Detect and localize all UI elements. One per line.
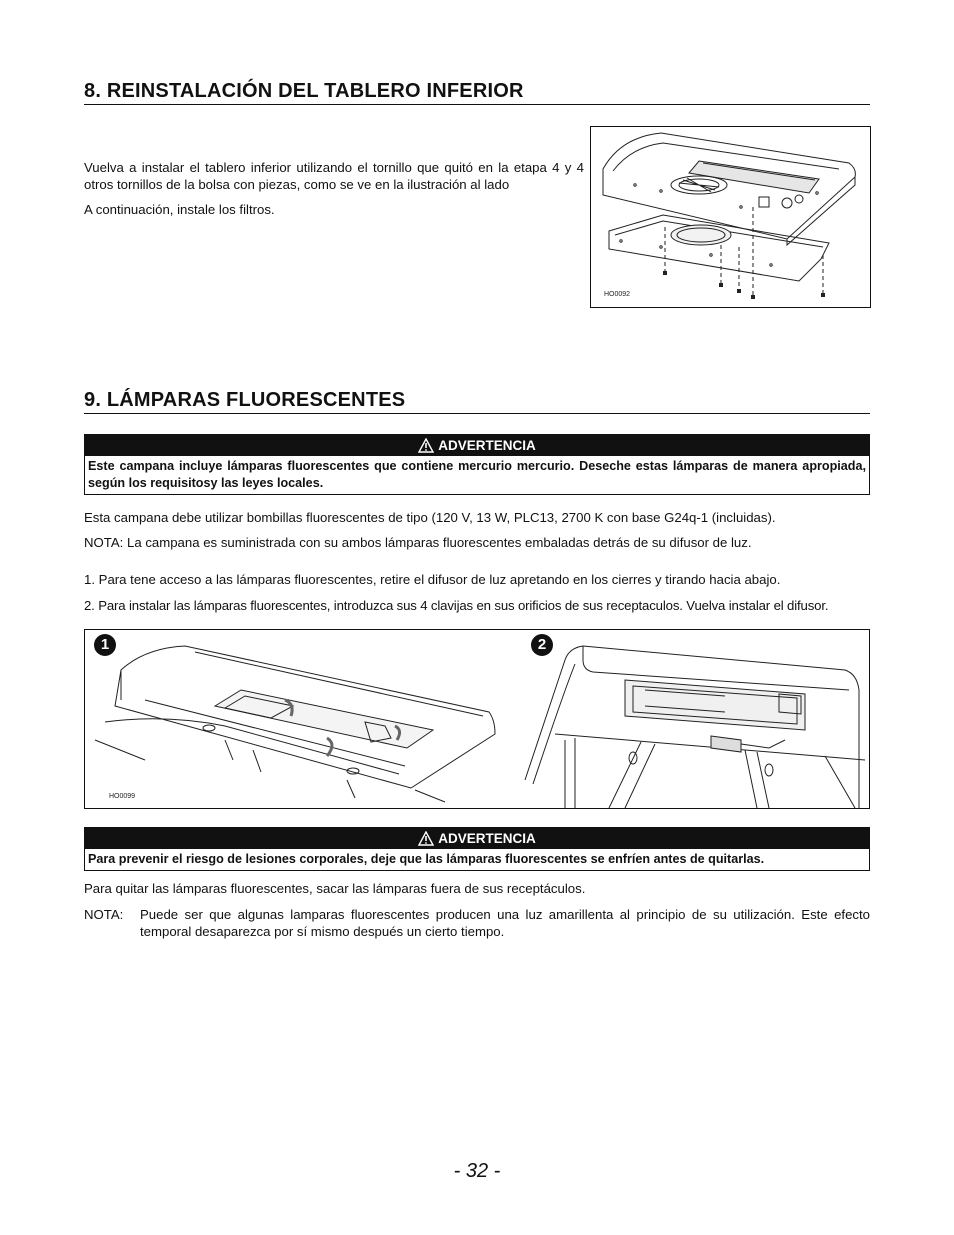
warning-header-2 xyxy=(85,828,869,849)
section-8-paragraph-1: Vuelva a instalar el tablero inferior utilizando el tornillo que quitó en la etapa 4 y 4 otros tornillos de la bolsa con piezas, como se ve en la ilustración al lado xyxy=(84,160,584,192)
section-8-title: 8. REINSTALACIÓN DEL TABLERO INFERIOR xyxy=(84,80,524,102)
warning-text-2: Para prevenir el riesgo de lesiones corporales, deje que las lámparas fluorescentes se enfríen antes de quitarlas. xyxy=(88,852,765,866)
warning-triangle-icon xyxy=(418,438,434,453)
lamp-steps-drawing xyxy=(85,630,869,808)
warning-box-cooling xyxy=(84,827,870,871)
section-8-rule xyxy=(84,104,870,105)
step-1: 1. Para tene acceso a las lámparas fluorescentes, retire el difusor de luz apretando en los cierres y tirando hacia abajo. xyxy=(84,572,781,587)
warning-box-mercury xyxy=(84,434,870,495)
remove-lamps-paragraph: Para quitar las lámparas fluorescentes, sacar las lámparas fuera de sus receptáculos. xyxy=(84,881,586,896)
step-1-badge: 1 xyxy=(94,634,116,656)
figure-id-ho0092: HO0092 xyxy=(604,291,631,298)
warning-text: Este campana incluye lámparas fluorescentes que contiene mercurio mercurio. Deseche estas lámparas de manera apropiada, según los requisitosy las leyes locales. xyxy=(88,459,866,490)
note-2-text: Puede ser que algunas lamparas fluorescentes producen una luz amarillenta al principio de su utilización. Este efecto temporal desaparezca por sí mismo después un cierto tiempo. xyxy=(140,907,870,939)
bulb-type-paragraph: Esta campana debe utilizar bombillas fluorescentes de tipo (120 V, 13 W, PLC13, 2700 K con base G24q-1 (incluidas). xyxy=(84,510,776,525)
section-8-paragraph-2: A continuación, instale los filtros. xyxy=(84,202,275,217)
warning-triangle-icon xyxy=(418,831,434,846)
lamp-replacement-illustration xyxy=(84,629,870,809)
warning-header xyxy=(85,435,869,456)
note-lamps-packed: NOTA: La campana es suministrada con su ambos lámparas fluorescentes embaladas detrás de su difusor de luz. xyxy=(84,535,752,550)
section-9-rule xyxy=(84,413,870,414)
page-number: - 32 - xyxy=(453,1160,501,1182)
step-2: 2. Para instalar las lámparas fluorescentes, introduzca sus 4 clavijas en sus orificios de sus receptaculos. Vuelva instalar el difusor. xyxy=(84,598,829,613)
bottom-panel-illustration xyxy=(590,126,871,308)
warning-heading-text: ADVERTENCIA xyxy=(438,438,536,453)
hood-panel-drawing xyxy=(591,127,870,307)
step-2-badge: 2 xyxy=(531,634,553,656)
section-9-title: 9. LÁMPARAS FLUORESCENTES xyxy=(84,389,406,411)
note-2-label: NOTA: xyxy=(84,907,124,922)
warning-heading-text-2: ADVERTENCIA xyxy=(438,831,536,846)
figure-id-ho0099: HO0099 xyxy=(109,793,136,800)
